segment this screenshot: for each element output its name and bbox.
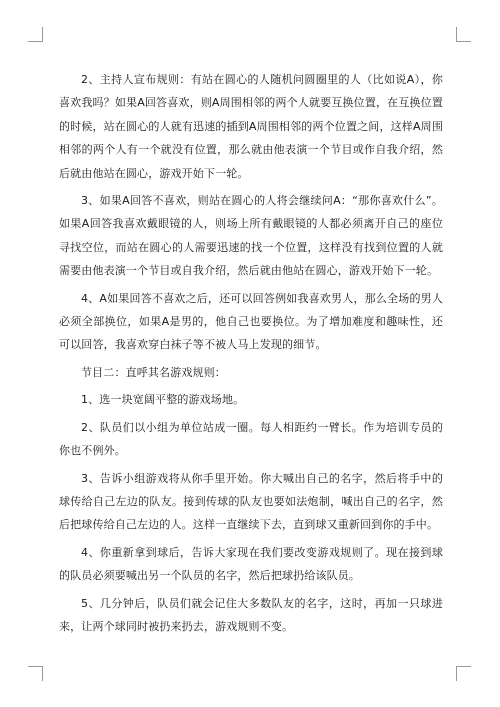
paragraph-step-5: 5、几分钟后，队员们就会记住大多数队友的名字，这时，再加一只球进来，让两个球同时被扔来扔去，游戏规则不变。 (59, 596, 443, 633)
corner-mark-bottom-right (456, 666, 471, 681)
paragraph-rule-2: 2、主持人宣布规则：有站在圆心的人随机问圆圈里的人（比如说A），你喜欢我吗？如果A回答喜欢，则A周围相邻的两个人就要互换位置，在互换位置的时候，站在圆心的人就有迅速的插到A周围相邻的两个位置之间，这样A周围相邻的两个人有一个就没有位置，那么就由他表演一个节目或作自我介绍，然后就由他站在圆心，游戏开始下一轮。 (59, 73, 443, 180)
corner-mark-top-right (456, 27, 471, 42)
paragraph-rule-4: 4、A如果回答不喜欢之后，还可以回答例如我喜欢男人，那么全场的男人必须全部换位，如果A是男的，他自己也要换位。为了增加难度和趣味性，还可以回答，我喜欢穿白袜子等不被人马上发现的细节。 (59, 291, 443, 352)
paragraph-step-4: 4、你重新拿到球后，告诉大家现在我们要改变游戏规则了。现在接到球的队员必须要喊出另一个队员的名字，然后把球扔给该队员。 (59, 545, 443, 583)
document-body (59, 68, 443, 642)
paragraph-step-3: 3、告诉小组游戏将从你手里开始。你大喊出自己的名字，然后将手中的球传给自己左边的队友。接到传球的队友也要如法炮制，喊出自己的名字，然后把球传给自己左边的人。这样一直继续下去，直到球又重新回到你的手中。 (59, 471, 443, 532)
corner-mark-bottom-left (28, 666, 43, 681)
corner-mark-top-left (28, 27, 43, 42)
paragraph-rule-3: 3、如果A回答不喜欢，则站在圆心的人将会继续问A：“那你喜欢什么”。如果A回答我喜欢戴眼镜的人，则场上所有戴眼镜的人都必须离开自己的座位寻找空位，而站在圆心的人需要迅速的找一个位置，这样没有找到位置的人就需要由他表演一个节目或自我介绍，然后就由他站在圆心，游戏开始下一轮。 (59, 194, 443, 278)
section-heading-game-two: 节目二：直呼其名游戏规则： (81, 365, 226, 379)
paragraph-step-1: 1、选一块宽阔平整的游戏场地。 (81, 393, 245, 407)
paragraph-step-2: 2、队员们以小组为单位站成一圈。每人相距约一臂长。作为培训专员的你也不例外。 (59, 420, 443, 458)
